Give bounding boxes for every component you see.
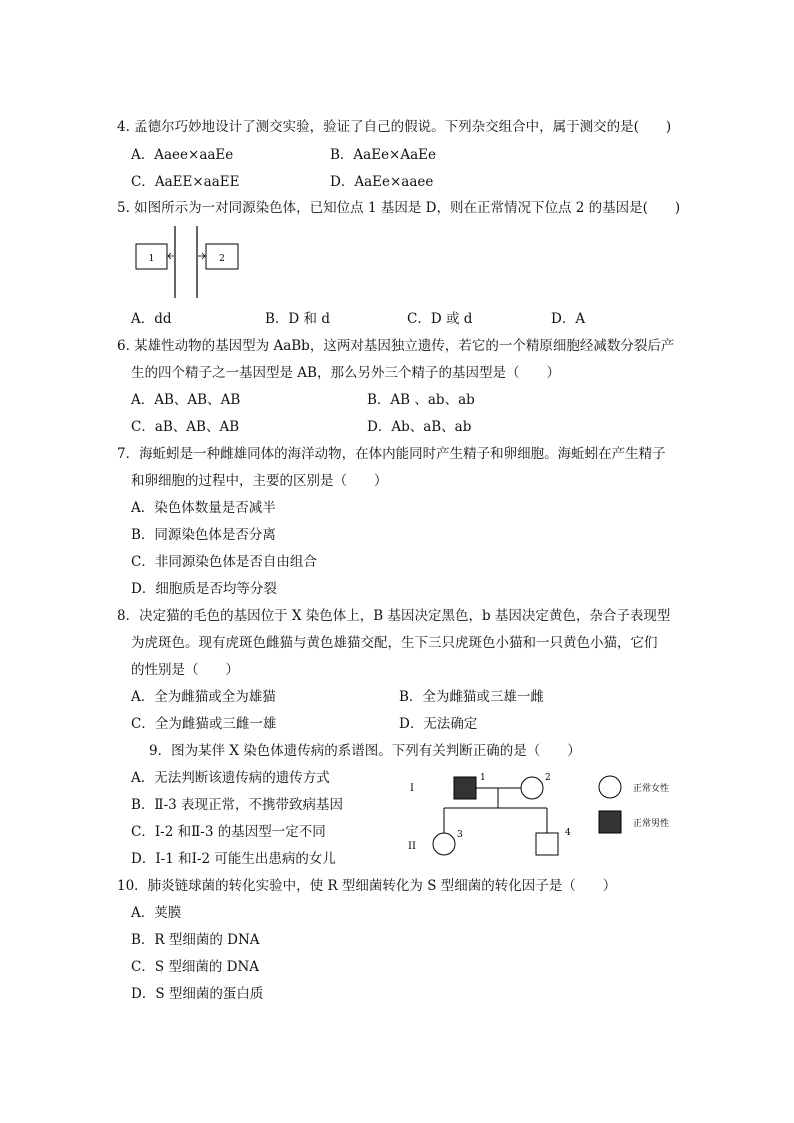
pedigree-chart	[400, 765, 690, 865]
q7-stem-line1: 7．海蚯蚓是一种雌雄同体的海洋动物，在体内能同时产生精子和卵细胞。海蚯蚓在产生精子	[117, 446, 666, 462]
q10-option-a: A．荚膜	[131, 905, 182, 921]
q10-option-d: D．S 型细菌的蛋白质	[131, 986, 264, 1002]
q4-option-a: A．Aaee×aaEe	[131, 147, 234, 163]
q8-stem-line3: 的性别是（ ）	[131, 662, 239, 678]
locus-1-label: 1	[148, 254, 155, 264]
legend-female-label: 正常女性	[633, 784, 670, 794]
q8-option-b: B．全为雌猫或三雄一雌	[399, 689, 544, 705]
q7-option-b: B．同源染色体是否分离	[131, 527, 276, 543]
q9-option-c: C．Ⅰ-2 和Ⅱ-3 的基因型一定不同	[131, 824, 326, 840]
q8-option-a: A．全为雌猫或全为雄猫	[131, 689, 276, 705]
q6-stem-line2: 生的四个精子之一基因型是 AB，那么另外三个精子的基因型是（ ）	[131, 365, 560, 381]
q4-stem: 4. 孟德尔巧妙地设计了测交实验，验证了自己的假说。下列杂交组合中，属于测交的是( )	[117, 119, 672, 135]
q9-option-a: A．无法判断该遗传病的遗传方式	[131, 770, 330, 786]
q5-option-d: D．A	[551, 311, 586, 327]
q4-option-c: C．AaEE×aaEE	[131, 174, 240, 190]
legend-male-label: 正常男性	[633, 819, 670, 829]
q7-option-c: C．非同源染色体是否自由组合	[131, 554, 317, 570]
q5-option-b: B．D 和 d	[265, 311, 330, 327]
generation-ii-label: II	[408, 841, 416, 852]
q9-option-b: B．Ⅱ-3 表现正常，不携带致病基因	[131, 797, 344, 813]
individual-i1-affected-male	[454, 777, 476, 799]
individual-ii3-normal-female	[433, 833, 455, 855]
q9-stem: 9．图为某伴 X 染色体遗传病的系谱图。下列有关判断正确的是（ ）	[149, 743, 581, 759]
q6-stem-line1: 6. 某雄性动物的基因型为 AaBb，这两对基因独立遗传，若它的一个精原细胞经减数分裂后产	[117, 338, 675, 354]
legend-female-symbol	[599, 776, 621, 798]
q5-option-a: A．dd	[131, 311, 172, 327]
q8-option-c: C．全为雌猫或三雌一雄	[131, 716, 277, 732]
q8-stem-line2: 为虎斑色。现有虎斑色雌猫与黄色雄猫交配，生下三只虎斑色小猫和一只黄色小猫，它们	[131, 635, 658, 651]
q6-option-b: B．AB 、ab、ab	[367, 392, 475, 408]
q5-option-c: C．D 或 d	[407, 311, 473, 327]
individual-i1-number: 1	[480, 773, 486, 783]
individual-ii4-number: 4	[565, 828, 571, 838]
q5-stem: 5. 如图所示为一对同源染色体，已知位点 1 基因是 D，则在正常情况下位点 2 的基因是( )	[117, 200, 681, 216]
q6-option-a: A．AB、AB、AB	[131, 392, 241, 408]
q6-option-d: D．Ab、aB、ab	[367, 419, 472, 435]
q6-option-c: C．aB、AB、AB	[131, 419, 240, 435]
individual-ii3-number: 3	[457, 830, 463, 840]
q7-stem-line2: 和卵细胞的过程中，主要的区别是（ ）	[131, 473, 388, 489]
generation-i-label: I	[410, 783, 414, 794]
legend-male-symbol	[599, 811, 621, 833]
q9-option-d: D．Ⅰ-1 和Ⅰ-2 可能生出患病的女儿	[131, 851, 336, 867]
individual-ii4-normal-male	[536, 833, 558, 855]
q8-option-d: D．无法确定	[399, 716, 478, 732]
locus-2-label: 2	[219, 254, 225, 264]
q7-option-a: A．染色体数量是否减半	[131, 500, 276, 516]
q8-stem-line1: 8．决定猫的毛色的基因位于 X 染色体上，B 基因决定黑色，b 基因决定黄色，杂合子表现型	[117, 608, 671, 624]
chromosome-figure	[130, 222, 250, 302]
q4-option-b: B．AaEe×AaEe	[330, 147, 437, 163]
q10-option-c: C．S 型细菌的 DNA	[131, 959, 260, 975]
individual-i2-number: 2	[545, 773, 551, 783]
q10-option-b: B．R 型细菌的 DNA	[131, 932, 260, 948]
q7-option-d: D．细胞质是否均等分裂	[131, 581, 277, 597]
q10-stem: 10．肺炎链球菌的转化实验中，使 R 型细菌转化为 S 型细菌的转化因子是（ ）	[117, 878, 617, 894]
q4-option-d: D．AaEe×aaee	[330, 174, 434, 190]
individual-i2-normal-female	[521, 777, 543, 799]
